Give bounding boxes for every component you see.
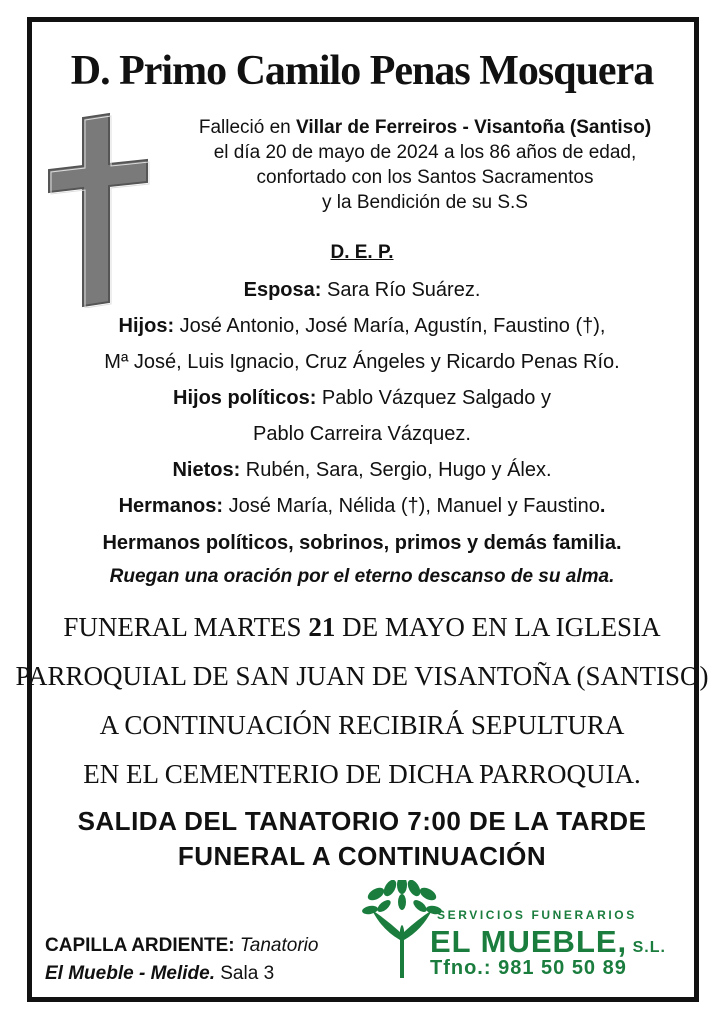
- capilla-location: El Mueble - Melide.: [45, 963, 215, 984]
- logo-brand-name: EL MUEBLE,: [430, 924, 628, 959]
- nietos-value: Rubén, Sara, Sergio, Hugo y Álex.: [240, 459, 552, 481]
- funeral-continuacion: FUNERAL A CONTINUACIÓN: [177, 841, 547, 871]
- logo-phone: Tfno.: 981 50 50 89: [430, 957, 627, 979]
- logo-brand-suffix: S.L.: [627, 939, 666, 956]
- death-info: [160, 115, 690, 215]
- intro-place: Villar de Ferreiros - Visantoña (Santiso): [296, 117, 652, 138]
- esposa-value: Sara Río Suárez.: [321, 279, 481, 301]
- nietos-line: [0, 459, 724, 482]
- salida-line: SALIDA DEL TANATORIO 7:00 DE LA TARDE: [77, 806, 647, 836]
- hijos-value-2: Mª José, Luis Ignacio, Cruz Ángeles y Ricardo Penas Río.: [104, 351, 620, 373]
- politicos-value-1: Pablo Vázquez Salgado y: [316, 387, 551, 409]
- intro-blessing: y la Bendición de su S.S: [322, 192, 528, 213]
- logo-tagline: SERVICIOS FUNERARIOS: [437, 908, 637, 922]
- esposa-line: [0, 279, 724, 302]
- hijos-label: Hijos:: [118, 315, 175, 337]
- funeral-post: DE MAYO EN LA IGLESIA: [335, 612, 661, 642]
- funeral-pre: FUNERAL MARTES: [63, 612, 309, 642]
- funeral-line-1: [0, 612, 724, 643]
- hijos-value-1: José Antonio, José María, Agustín, Faustino (†),: [174, 315, 606, 337]
- demas-familia: Hermanos políticos, sobrinos, primos y demás familia.: [102, 532, 622, 554]
- intro-sacraments: confortado con los Santos Sacramentos: [256, 167, 594, 188]
- intro-date: el día 20 de mayo de 2024 a los 86 años de edad,: [213, 142, 637, 163]
- intro-text: Falleció en: [198, 117, 297, 138]
- capilla-sala: Sala 3: [214, 963, 275, 984]
- hermanos-value: José María, Nélida (†), Manuel y Faustino: [223, 495, 600, 517]
- hermanos-line: [0, 495, 724, 518]
- logo-brand: [430, 924, 666, 960]
- dep-label: D. E. P.: [330, 242, 394, 263]
- funeral-line-3: A CONTINUACIÓN RECIBIRÁ SEPULTURA: [99, 710, 625, 740]
- funeral-line-4: EN EL CEMENTERIO DE DICHA PARROQUIA.: [83, 759, 641, 789]
- nietos-label: Nietos:: [172, 459, 241, 481]
- hijos-line: [0, 315, 724, 338]
- hermanos-label: Hermanos:: [118, 495, 224, 517]
- ruegan-line: Ruegan una oración por el eterno descanso de su alma.: [109, 566, 615, 587]
- esposa-label: Esposa:: [243, 279, 322, 301]
- capilla-info: [45, 932, 318, 988]
- funeral-day: 21: [308, 612, 336, 642]
- funeral-line-2: PARROQUIAL DE SAN JUAN DE VISANTOÑA (SANTISO): [15, 661, 709, 691]
- deceased-name: D. Primo Camilo Penas Mosquera: [70, 48, 654, 94]
- politicos-line: [0, 387, 724, 410]
- politicos-label: Hijos políticos:: [173, 387, 317, 409]
- hermanos-end: .: [599, 495, 606, 517]
- politicos-value-2: Pablo Carreira Vázquez.: [253, 423, 471, 445]
- capilla-label: CAPILLA ARDIENTE:: [45, 935, 235, 956]
- capilla-place: Tanatorio: [234, 935, 319, 956]
